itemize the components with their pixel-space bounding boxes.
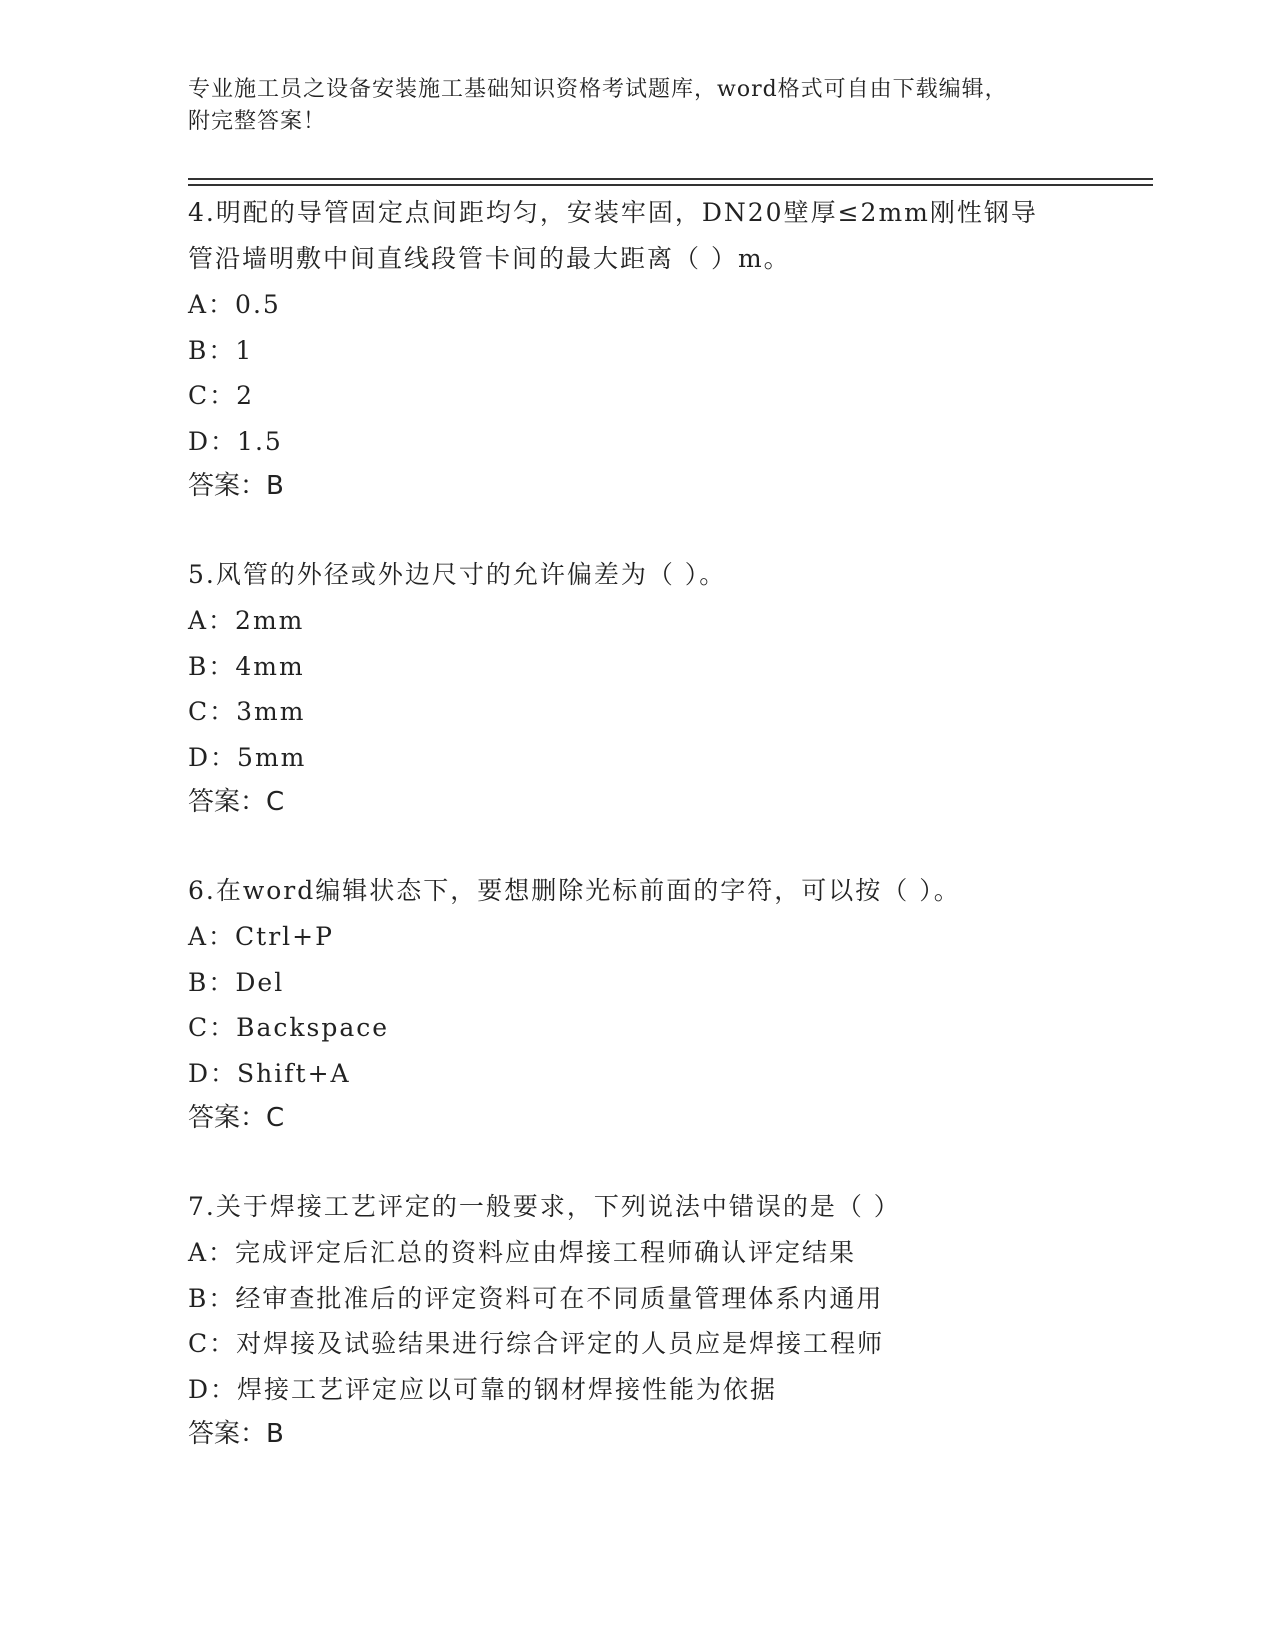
question-stem	[188, 1184, 1153, 1230]
option-b: B：Del	[188, 967, 285, 997]
option-c: C：3mm	[188, 697, 306, 726]
header-title-line-1: 专业施工员之设备安装施工基础知识资格考试题库，word格式可自由下载编辑，	[188, 77, 1008, 102]
option-d: D：Shift+A	[188, 1058, 351, 1088]
answer-text: 答案：B	[188, 1419, 284, 1449]
option-a: A：2mm	[188, 606, 305, 635]
header-divider-top	[188, 178, 1153, 180]
question-stem-line: 4.明配的导管固定点间距均匀，安装牢固，DN20壁厚≤2mm刚性钢导	[188, 198, 1038, 227]
option-d: D：焊接工艺评定应以可靠的钢材焊接性能为依据	[188, 1374, 778, 1404]
question-stem-line: 管沿墙明敷中间直线段管卡间的最大距离（ ）m。	[188, 244, 791, 273]
question-list	[188, 190, 1153, 1456]
question-stem-line: 6.在word编辑状态下，要想删除光标前面的字符，可以按（ ）。	[188, 876, 961, 905]
question-stem	[188, 552, 1153, 598]
option-c: C：2	[188, 381, 255, 410]
option-c: C：Backspace	[188, 1013, 390, 1042]
option-c: C：对焊接及试验结果进行综合评定的人员应是焊接工程师	[188, 1329, 885, 1358]
option-d: D：5mm	[188, 742, 307, 772]
answer-text: 答案：C	[188, 1103, 285, 1133]
question-6	[188, 868, 1153, 1140]
header-title-line-2: 附完整答案！	[188, 109, 327, 134]
option-b: B：4mm	[188, 651, 305, 681]
question-4	[188, 190, 1153, 508]
question-stem	[188, 868, 1153, 914]
header-divider-bottom	[188, 184, 1153, 186]
question-5	[188, 552, 1153, 824]
answer-text: 答案：B	[188, 471, 284, 501]
document-header	[188, 74, 1068, 138]
option-a: A：完成评定后汇总的资料应由焊接工程师确认评定结果	[188, 1238, 857, 1267]
question-spacer	[188, 508, 1153, 552]
question-stem-line: 5.风管的外径或外边尺寸的允许偏差为（ ）。	[188, 560, 727, 589]
option-b: B：经审查批准后的评定资料可在不同质量管理体系内通用	[188, 1283, 884, 1313]
option-a: A：0.5	[188, 290, 281, 319]
option-a: A：Ctrl+P	[188, 922, 334, 951]
option-b: B：1	[188, 335, 254, 365]
question-spacer	[188, 824, 1153, 868]
answer-text: 答案：C	[188, 787, 285, 817]
question-spacer	[188, 1140, 1153, 1184]
option-d: D：1.5	[188, 426, 283, 456]
question-stem	[188, 190, 1153, 282]
question-stem-line: 7.关于焊接工艺评定的一般要求，下列说法中错误的是（ ）	[188, 1192, 901, 1221]
question-7	[188, 1184, 1153, 1456]
